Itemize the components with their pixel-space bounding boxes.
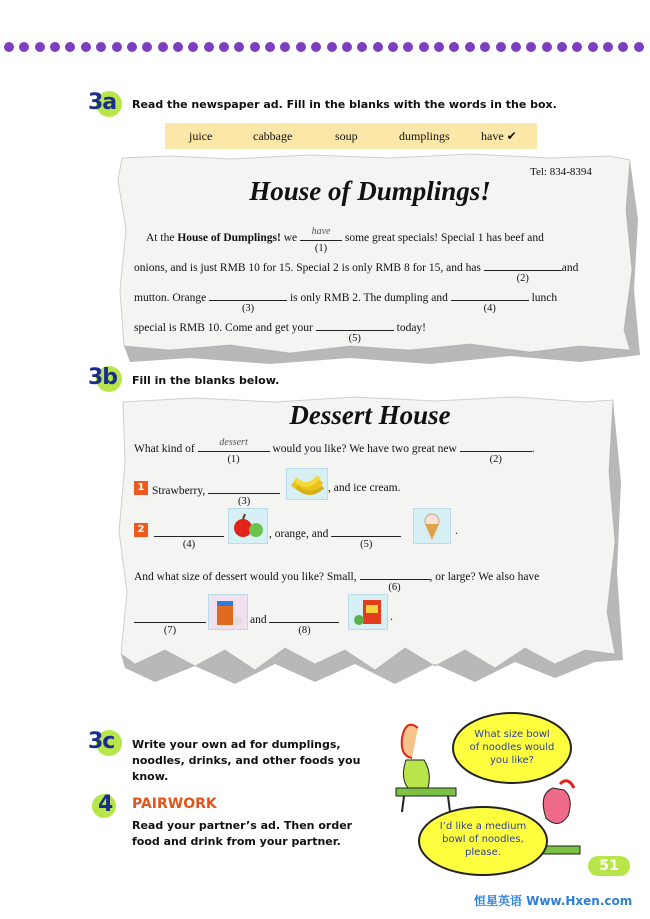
pairwork-heading: PAIRWORK — [132, 796, 217, 812]
border-dot — [158, 42, 168, 52]
dessert-line-5c: . — [390, 611, 393, 623]
border-dot — [542, 42, 552, 52]
border-dot — [603, 42, 613, 52]
dessert-line-2b: , and ice cream. — [328, 482, 401, 494]
dessert-line-1: What kind of dessert (1) would you like? We have two great new (2) . — [134, 437, 535, 465]
border-dot — [419, 42, 429, 52]
border-dot — [496, 42, 506, 52]
border-dot — [19, 42, 29, 52]
dessert-line-3b: , orange, and (5) — [269, 524, 401, 542]
border-dot — [280, 42, 290, 52]
border-dot — [188, 42, 198, 52]
word-box — [165, 123, 537, 149]
dessert-blank-3[interactable]: (3) — [208, 481, 280, 494]
word-soup: soup — [335, 128, 358, 143]
apple-icon — [228, 508, 268, 544]
item-2-number: 2 — [134, 523, 148, 537]
watermark: 恒星英语 Www.Hxen.com — [474, 894, 633, 908]
badge-3b: 3b — [88, 365, 118, 390]
border-dot — [572, 42, 582, 52]
border-dot — [434, 42, 444, 52]
border-dot — [357, 42, 367, 52]
snack-box-icon — [348, 594, 388, 630]
border-dot — [526, 42, 536, 52]
speech-bubble-answer: I’d like a medium bowl of noodles, please. — [418, 806, 548, 876]
dessert-blank-6[interactable]: (6) — [360, 567, 430, 580]
border-dot — [327, 42, 337, 52]
border-dot — [204, 42, 214, 52]
ad-line-2: onions, and is just RMB 10 for 15. Special 2 is only RMB 8 for 15, and has (2) and — [134, 258, 578, 276]
speech-bubble-question: What size bowl of noodles would you like? — [452, 712, 572, 784]
ad-line-4: special is RMB 10. Come and get your (5) today! — [134, 318, 426, 336]
dotted-border — [4, 42, 644, 56]
border-dot — [465, 42, 475, 52]
border-dot — [65, 42, 75, 52]
ad-phone: Tel: 834-8394 — [530, 166, 592, 178]
border-dot — [557, 42, 567, 52]
border-dot — [173, 42, 183, 52]
dessert-line-3c: . — [455, 525, 458, 537]
ad-blank-2[interactable]: (2) — [484, 258, 562, 271]
dessert-blank-5[interactable]: (5) — [331, 524, 401, 537]
border-dot — [81, 42, 91, 52]
instruction-3b: Fill in the blanks below. — [132, 374, 280, 387]
border-dot — [127, 42, 137, 52]
border-dot — [250, 42, 260, 52]
juice-cup-icon — [208, 594, 248, 630]
border-dot — [373, 42, 383, 52]
dessert-line-3a — [154, 524, 224, 550]
border-dot — [219, 42, 229, 52]
badge-4: 4 — [98, 792, 113, 817]
badge-3a: 3a — [88, 90, 117, 115]
border-dot — [342, 42, 352, 52]
border-dot — [96, 42, 106, 52]
word-cabbage: cabbage — [253, 128, 293, 143]
dessert-blank-1[interactable]: dessert (1) — [198, 439, 270, 452]
border-dot — [296, 42, 306, 52]
dessert-blank-7[interactable]: (7) — [134, 610, 206, 623]
word-have: have ✔ — [481, 128, 517, 143]
border-dot — [480, 42, 490, 52]
border-dot — [265, 42, 275, 52]
dessert-blank-4[interactable]: (4) — [154, 524, 224, 537]
border-dot — [142, 42, 152, 52]
ad-line-3: mutton. Orange (3) is only RMB 2. The dumpling and (4) lunch — [134, 288, 557, 306]
dessert-line-4: And what size of dessert would you like? Small, (6) , or large? We also have — [134, 567, 539, 585]
border-dot — [112, 42, 122, 52]
dessert-title: Dessert House — [289, 400, 451, 430]
border-dot — [403, 42, 413, 52]
border-dot — [311, 42, 321, 52]
border-dot — [234, 42, 244, 52]
ad-title: House of Dumplings! — [249, 176, 491, 206]
ad-blank-4[interactable]: (4) — [451, 288, 529, 301]
dessert-line-5b: and (8) — [250, 610, 339, 628]
border-dot — [634, 42, 644, 52]
word-dumplings: dumplings — [399, 128, 450, 143]
ad-blank-5[interactable]: (5) — [316, 318, 394, 331]
ad-blank-1[interactable]: have (1) — [300, 228, 342, 241]
border-dot — [35, 42, 45, 52]
badge-3c: 3c — [88, 729, 115, 754]
dessert-blank-8[interactable]: (8) — [269, 610, 339, 623]
page-number: 51 — [588, 856, 630, 876]
dessert-line-2a: Strawberry, (3) — [152, 481, 280, 499]
instruction-3a: Read the newspaper ad. Fill in the blanks with the words in the box. — [132, 98, 557, 111]
word-juice: juice — [189, 128, 213, 143]
ice-cream-icon — [413, 508, 451, 544]
instruction-3c: Write your own ad for dumplings, noodles, drinks, and other foods you know. — [132, 738, 361, 783]
border-dot — [4, 42, 14, 52]
border-dot — [618, 42, 628, 52]
dessert-blank-2[interactable]: (2) — [460, 439, 532, 452]
instruction-4: Read your partner’s ad. Then order food and drink from your partner. — [132, 819, 353, 848]
dessert-line-5a — [134, 610, 206, 636]
border-dot — [449, 42, 459, 52]
item-1-number: 1 — [134, 481, 148, 495]
border-dot — [388, 42, 398, 52]
border-dot — [50, 42, 60, 52]
banana-icon — [286, 468, 328, 500]
ad-line-1: At the House of Dumplings! we have (1) some great specials! Special 1 has beef and — [146, 226, 544, 254]
border-dot — [511, 42, 521, 52]
border-dot — [588, 42, 598, 52]
ad-blank-3[interactable]: (3) — [209, 288, 287, 301]
